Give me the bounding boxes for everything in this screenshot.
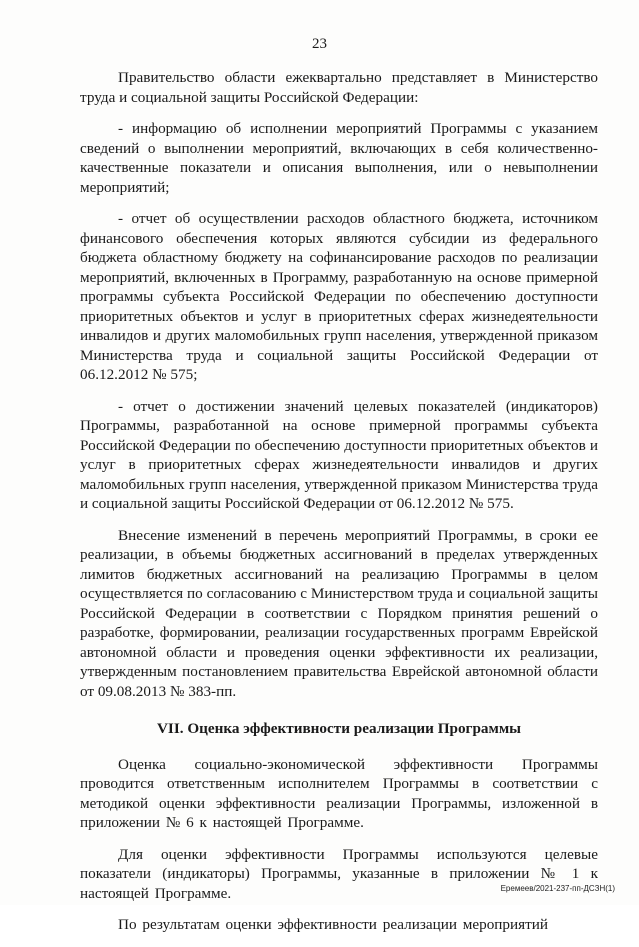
paragraph-dash-indicator-report: - отчет о достижении значений целевых показателей (индикаторов) Программы, разработанной на основе примерной программы субъекта Российской Федерации по обеспечению доступности приоритетных объектов и услуг в приоритетных сферах жизнедеятельности инвалидов и других маломобильных групп населения, утвержденной приказом Министерства труда и социальной защиты Российской Федерации от 06.12.2012 № 575.	[80, 397, 598, 512]
paragraph-results: По результатам оценки эффективности реализации мероприятий	[118, 916, 549, 933]
paragraph-amendments: Внесение изменений в перечень мероприятий Программы, в сроки ее реализации, в объемы бюджетных ассигнований в пределах утвержденных лимитов бюджетных ассигнований на реализацию Программы в целом осуществляется по согласованию с Министерством труда и социальной защиты Российской Федерации в соответствии с Порядком принятия решений о разработке, формировании, реализации государственных программ Еврейской автономной области и проведения оценки эффективности их реализации, утвержденным постановлением правительства Еврейской автономной области от 09.08.2013 № 383-пп.	[80, 526, 598, 700]
paragraph-intro: Правительство области ежеквартально представляет в Министерство труда и социальной защиты Российской Федерации:	[80, 69, 598, 106]
paragraph-dash-expense-report: - отчет об осуществлении расходов областного бюджета, источником финансового обеспечения которых являются субсидии из федерального бюджета областному бюджету на софинансирование расходов по реализации мероприятий, включенных в Программу, разработанную на основе примерной программы субъекта Российской Федерации по обеспечению доступности приоритетных объектов и услуг в приоритетных сферах жизнедеятельности инвалидов и других маломобильных групп населения, утвержденной приказом Министерства труда и социальной защиты Российской Федерации от 06.12.2012 № 575;	[80, 210, 598, 383]
paragraph-dash-information: - информацию об исполнении мероприятий Программы с указанием сведений о выполнении мероприятий, включающих в себя количественно-качественные показатели и описания выполнения, или о невыполнении мероприятий;	[80, 120, 598, 196]
document-body	[80, 68, 598, 947]
footer-document-code: Еремеев/2021-237-пп-ДСЗН(1)	[500, 884, 615, 893]
section-heading: VII. Оценка эффективности реализации Программы	[156, 720, 522, 737]
paragraph-indicators: Для оценки эффективности Программы используются целевые показатели (индикаторы) Программы, указанные в приложении № 1 к настоящей Программе.	[80, 845, 598, 902]
page-number: 23	[312, 36, 327, 52]
paragraph-evaluation: Оценка социально-экономической эффективности Программы проводится ответственным исполнителем Программы в соответствии с методикой оценки эффективности реализации Программы, изложенной в приложении № 6 к настоящей Программе.	[80, 755, 598, 831]
